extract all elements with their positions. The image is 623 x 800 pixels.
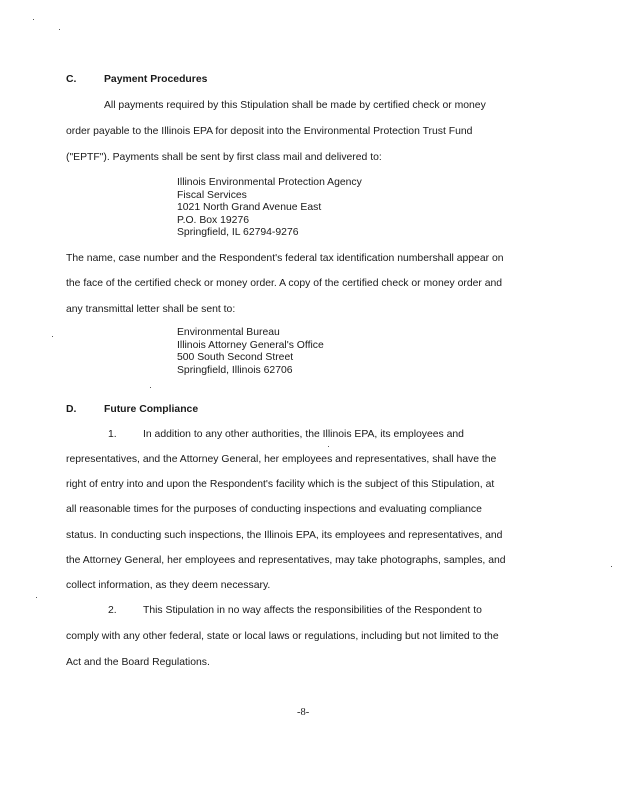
address-line: Illinois Environmental Protection Agency: [177, 177, 362, 188]
address-line: 1021 North Grand Avenue East: [177, 202, 322, 214]
item-1-number: 1.: [108, 429, 117, 440]
section-d-letter: D.: [66, 404, 77, 415]
scan-speck: [36, 597, 37, 598]
scan-speck: [59, 29, 60, 30]
address-line: P.O. Box 19276: [177, 214, 250, 226]
address-line: Fiscal Services: [177, 189, 247, 201]
body-text-line: representatives, and the Attorney General, her employees and representatives, shall have the: [66, 454, 497, 465]
body-text-line: all reasonable times for the purposes of conducting inspections and evaluating compliance: [66, 504, 482, 515]
epa-mailing-address: [177, 177, 362, 240]
section-c-title: Payment Procedures: [104, 74, 208, 85]
page-number: -8-: [297, 707, 310, 718]
scan-speck: [611, 566, 612, 567]
scan-speck: [33, 19, 34, 20]
section-c-letter: C.: [66, 74, 77, 85]
body-text-line: collect information, as they deem necessary.: [66, 580, 271, 591]
body-text-line: the face of the certified check or money order. A copy of the certified check or money order and: [66, 278, 503, 289]
address-line: 500 South Second Street: [177, 352, 294, 364]
body-text-line: Act and the Board Regulations.: [66, 657, 210, 668]
body-text-line: ("EPTF"). Payments shall be sent by first class mail and delivered to:: [66, 152, 382, 163]
body-text-line: The name, case number and the Respondent's federal tax identification numbershall appear on: [66, 253, 504, 264]
body-text-line: In addition to any other authorities, the Illinois EPA, its employees and: [143, 429, 464, 440]
body-text-line: All payments required by this Stipulation shall be made by certified check or money: [104, 100, 486, 111]
address-line: Environmental Bureau: [177, 327, 280, 338]
body-text-line: right of entry into and upon the Respondent's facility which is the subject of this Stipulation, at: [66, 479, 495, 490]
scan-speck: [150, 387, 151, 388]
item-2-number: 2.: [108, 605, 117, 616]
body-text-line: any transmittal letter shall be sent to:: [66, 304, 236, 315]
scan-speck: [52, 336, 53, 337]
body-text-line: This Stipulation in no way affects the responsibilities of the Respondent to: [143, 605, 482, 616]
address-line: Illinois Attorney General's Office: [177, 339, 324, 351]
body-text-line: status. In conducting such inspections, the Illinois EPA, its employees and representatives, and: [66, 530, 503, 541]
address-line: Springfield, IL 62794-9276: [177, 227, 299, 239]
body-text-line: the Attorney General, her employees and representatives, may take photographs, samples, and: [66, 555, 506, 566]
attorney-general-address: [177, 327, 324, 377]
scan-speck: [328, 446, 329, 447]
body-text-line: order payable to the Illinois EPA for deposit into the Environmental Protection Trust Fund: [66, 126, 473, 137]
address-line: Springfield, Illinois 62706: [177, 364, 293, 376]
section-d-title: Future Compliance: [104, 404, 199, 415]
body-text-line: comply with any other federal, state or local laws or regulations, including but not limited to the: [66, 631, 499, 642]
